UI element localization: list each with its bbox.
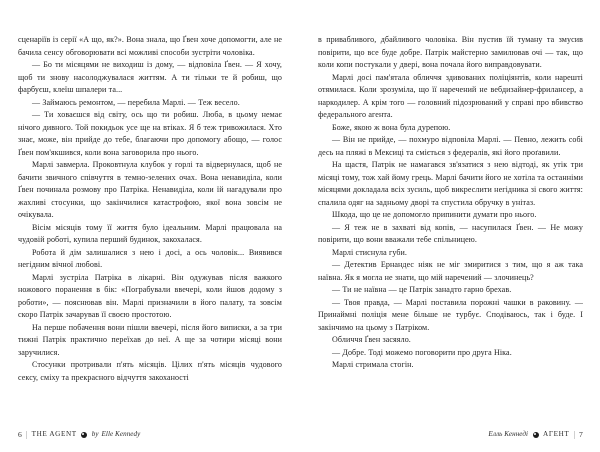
- right-page-body: [318, 34, 583, 372]
- left-page-footer: [18, 431, 140, 439]
- paragraph: — Добре. Тоді можемо поговорити про друга Ніка.: [332, 347, 512, 357]
- right-page: [300, 0, 600, 452]
- footer-page-number: 6: [18, 430, 22, 440]
- paragraph: Обличчя Ґвен засяяло.: [332, 335, 411, 345]
- footer-book-title: АГЕНТ: [543, 430, 570, 439]
- footer-separator: |: [25, 430, 28, 439]
- dot-ornament-icon: [533, 432, 539, 438]
- footer-page-number: 7: [579, 430, 583, 440]
- paragraph: — Займаюсь ремонтом, — перебила Марлі. — Теж весело.: [32, 97, 240, 107]
- right-page-footer: [488, 431, 583, 439]
- paragraph: Марлі стримала стогін.: [332, 360, 414, 370]
- paragraph: — Твоя правда, — Марлі поставила порожні чашки в раковину. — Принаймні поліція мене більше не турбує. Сподіваюсь, так і буде. І закінчимо на цьому з Патріком.: [318, 297, 583, 332]
- paragraph: — Він не прийде, — похмуро відповіла Марлі. — Певно, лежить собі десь на пляжі в Мексиці та сміється з федералів, які його проґавили.: [318, 135, 583, 157]
- paragraph: Марлі зустріла Патріка в лікарні. Він одужував після важкого ножового поранення в бік: «Пограбували ввечері, коли йшов додому з роботи», — пояснював він. Марлі призначили в його палату, та зовсім скоро Патрік зачарував її своєю простотою.: [18, 272, 282, 320]
- left-page-body: [18, 34, 282, 384]
- paragraph: — Детектив Ернандес ніяк не міг змиритися з тим, що я аж така наївна. Як я могла не знати, що мій наречений — злочинець?: [318, 260, 583, 282]
- paragraph: На перше побачення вони пішли ввечері, після його виписки, а за три тижні Патрік практично переїхав до неї. А ще за чотири місяці вони заручилися.: [18, 322, 282, 357]
- footer-separator: |: [573, 430, 576, 439]
- footer-book-title: THE AGENT: [31, 430, 77, 439]
- paragraph: Стосунки протривали п'ять місяців. Цілих п'ять місяців чудового сексу, сміху та прекрасного відчуття закоханості: [18, 360, 282, 382]
- paragraph: Марлі досі пам'ятала обличчя здивованих поліціянтів, коли нарешті отямилася. Коли зрозуміла, що її наречений не вебдизайнер-фрилансер, а наркодилер. А крім того — головний підозрюваний у справі про вбивство федерального агента.: [318, 72, 583, 120]
- paragraph: На щастя, Патрік не намагався зв'язатися з нею відтоді, як утік три місяці тому, тож хай йому грець. Марлі бачити його не хотіла та останніми місяцями докладала всіх зусиль, щоб викреслити негідника зі свого життя: спалила одяг на задньому дворі та спустила обручку в унітаз.: [318, 160, 583, 207]
- paragraph: — Бо ти місяцями не виходиш із дому, — відповіла Ґвен. — Я хочу, щоб ти знову насолоджувалася життям. А ти тільки те й робиш, що фарбуєш, клеїш шпалери та...: [18, 60, 282, 95]
- paragraph: сценаріїв із серії «А що, як?». Вона знала, що Ґвен хоче допомогти, але не бачила сенсу обговорювати всі можливі способи зустріти чоловіка.: [18, 35, 282, 57]
- paragraph: Робота й дім залишалися з нею і досі, а ось чоловік... Виявився негідним вічної любові.: [18, 247, 282, 270]
- dot-ornament-icon: [81, 432, 87, 438]
- paragraph: — Ти ховаєшся від світу, ось що ти робиш. Люба, в цьому немає нічого дивного. Той покидьок усе ще на втіках. Я б теж тривожилася. Хто знає, може, він прийде до тебе, благаючи про допомогу абощо, — голос Ґвен пом'якшився, коли вона заговорила про нього.: [18, 110, 282, 157]
- footer-by-word: by: [91, 430, 99, 439]
- footer-author: Елль Кеннеді: [488, 430, 529, 439]
- paragraph: Боже, якою ж вона була дурепою.: [332, 122, 451, 132]
- paragraph: в привабливого, дбайливого чоловіка. Він пустив їй туману та змусив повірити, що все буде добре. Патрік майстерно замилював очі — так, що коли копи постукали у двері, вона почала його виправдовувати.: [318, 35, 583, 70]
- paragraph: Марлі стиснула губи.: [332, 247, 408, 257]
- paragraph: — Я теж не в захваті від копів, — насупилася Ґвен. — Не можу повірити, що вони вважали тебе спільницею.: [318, 222, 583, 245]
- paragraph: Марлі завмерла. Проковтнула клубок у горлі та відвернулася, щоб не бачити звичного співчуття в темно-зелених очах. Вона ненавиділа, коли Ґвен починала розмову про Патріка. Ненавиділа, коли їй нагадували про жахливі стосунки, що закінчилися катастрофою, якої вона зовсім не очікувала.: [18, 160, 282, 220]
- paragraph: Шкода, що це не допомогло припинити думати про нього.: [332, 210, 537, 220]
- footer-author: Elle Kennedy: [101, 430, 141, 439]
- paragraph: Вісім місяців тому її життя було ідеальним. Марлі працювала на чудовій роботі, купила перший будинок, закохалася.: [18, 222, 282, 245]
- paragraph: — Ти не наївна — це Патрік занадто гарно брехав.: [332, 285, 512, 295]
